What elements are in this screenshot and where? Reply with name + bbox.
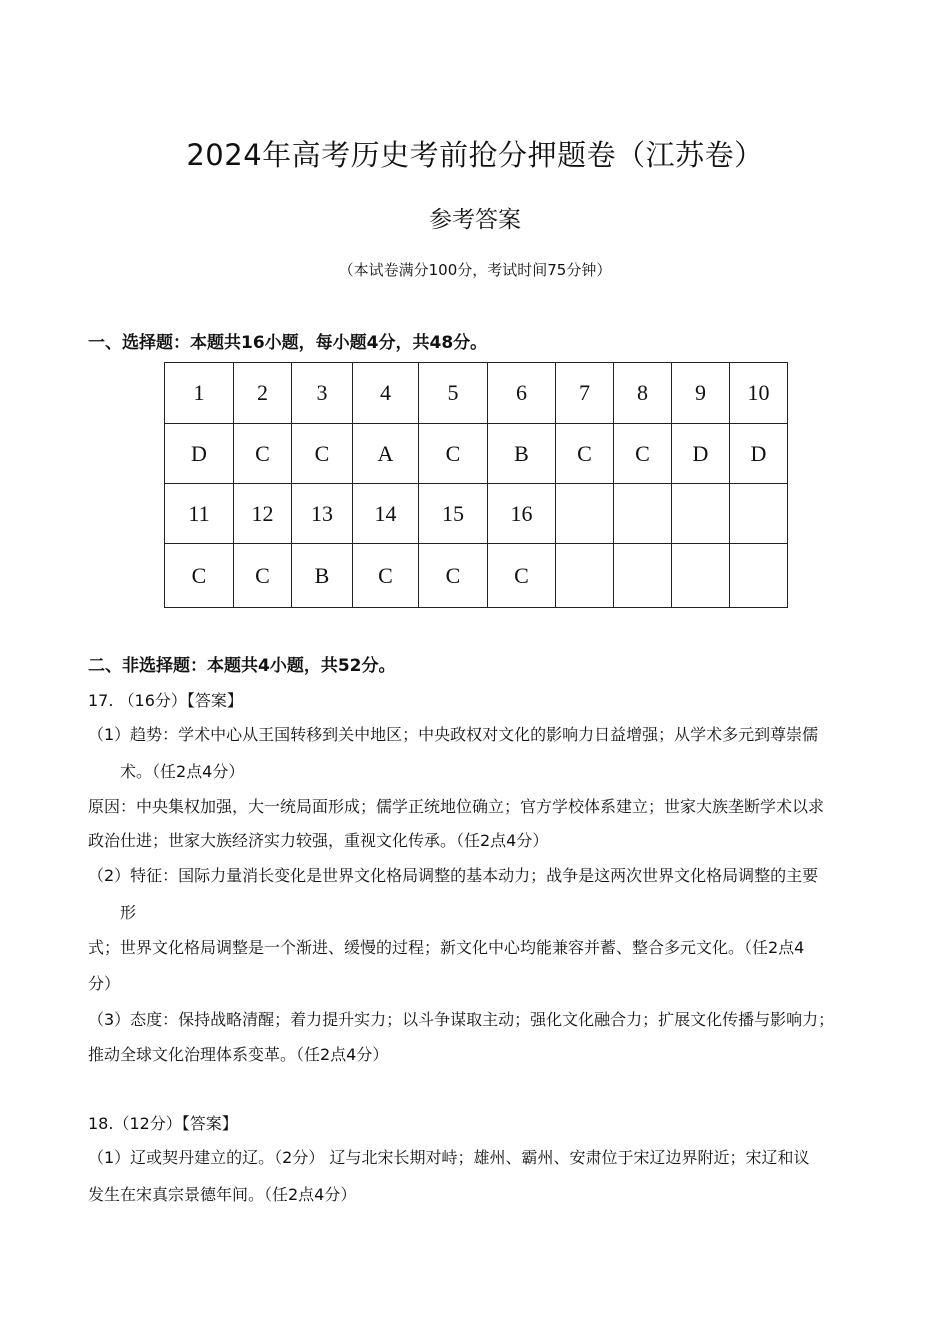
section-2-heading: 二、非选择题：本题共4小题，共52分。 [88, 656, 396, 676]
answer-cell: C [292, 424, 353, 484]
question-number-cell: 15 [419, 484, 488, 544]
answer-cell: C [488, 544, 556, 608]
q17-part2-line3: 式；世界文化格局调整是一个渐进、缓慢的过程；新文化中心均能兼容并蓄、整合多元文化。（任2点4 [88, 938, 805, 957]
question-number-cell: 9 [672, 363, 730, 424]
q17-part2-line4: 分） [88, 974, 121, 993]
q17-part1-line1: （1）趋势：学术中心从王国转移到关中地区；中央政权对文化的影响力日益增强；从学术多元到尊崇儒 [88, 725, 819, 744]
answer-cell: C [353, 544, 419, 608]
q17-heading: 17. （16分）【答案】 [88, 691, 243, 710]
exam-note: （本试卷满分100分，考试时间75分钟） [338, 261, 612, 279]
answer-cell: C [419, 424, 488, 484]
answer-cell [614, 544, 672, 608]
question-number-cell: 7 [556, 363, 614, 424]
answer-cell: C [234, 544, 292, 608]
answer-table-row [165, 484, 788, 544]
q18-heading: 18.（12分）【答案】 [88, 1114, 238, 1133]
question-number-cell: 1 [165, 363, 234, 424]
q17-reason-line2: 政治仕进；世家大族经济实力较强，重视文化传承。（任2点4分） [88, 831, 549, 850]
question-number-cell: 6 [488, 363, 556, 424]
answer-cell [556, 544, 614, 608]
question-number-cell: 12 [234, 484, 292, 544]
answer-cell: D [165, 424, 234, 484]
q17-part2-line2: 形 [120, 903, 137, 922]
question-number-cell: 4 [353, 363, 419, 424]
answer-cell: C [419, 544, 488, 608]
answer-cell: B [488, 424, 556, 484]
question-number-cell: 3 [292, 363, 353, 424]
question-number-cell [672, 484, 730, 544]
q18-part1-line2: 发生在宋真宗景德年间。（任2点4分） [88, 1185, 357, 1204]
answer-cell: A [353, 424, 419, 484]
answer-cell: D [672, 424, 730, 484]
q17-part1-line2: 术。（任2点4分） [120, 762, 245, 781]
section-1-heading: 一、选择题：本题共16小题，每小题4分，共48分。 [88, 333, 488, 353]
document-subtitle: 参考答案 [429, 207, 521, 233]
document-title: 2024年高考历史考前抢分押题卷（江苏卷） [186, 138, 764, 172]
question-number-cell [730, 484, 788, 544]
answer-cell: B [292, 544, 353, 608]
q17-part2-line1: （2）特征：国际力量消长变化是世界文化格局调整的基本动力；战争是这两次世界文化格局调整的主要 [88, 866, 819, 885]
answer-cell: D [730, 424, 788, 484]
question-number-cell: 10 [730, 363, 788, 424]
answer-table-row [165, 544, 788, 608]
question-number-cell: 11 [165, 484, 234, 544]
q17-part3-line1: （3）态度：保持战略清醒；着力提升实力；以斗争谋取主动；强化文化融合力；扩展文化传播与影响力； [88, 1010, 835, 1029]
answer-table-row [165, 363, 788, 424]
question-number-cell: 5 [419, 363, 488, 424]
answer-cell: C [556, 424, 614, 484]
q17-part3-line2: 推动全球文化治理体系变革。（任2点4分） [88, 1045, 389, 1064]
answer-table-row [165, 424, 788, 484]
question-number-cell: 13 [292, 484, 353, 544]
answer-cell [672, 544, 730, 608]
answer-table [164, 362, 788, 608]
question-number-cell: 2 [234, 363, 292, 424]
question-number-cell [556, 484, 614, 544]
answer-cell [730, 544, 788, 608]
q18-part1-line1: （1）辽或契丹建立的辽。（2分） 辽与北宋长期对峙；雄州、霸州、安肃位于宋辽边界附近；宋辽和议 [88, 1148, 810, 1167]
answer-cell: C [165, 544, 234, 608]
question-number-cell: 8 [614, 363, 672, 424]
question-number-cell: 16 [488, 484, 556, 544]
answer-cell: C [234, 424, 292, 484]
question-number-cell: 14 [353, 484, 419, 544]
question-number-cell [614, 484, 672, 544]
answer-cell: C [614, 424, 672, 484]
q17-reason-line1: 原因：中央集权加强，大一统局面形成；儒学正统地位确立；官方学校体系建立；世家大族垄断学术以求 [88, 797, 825, 816]
